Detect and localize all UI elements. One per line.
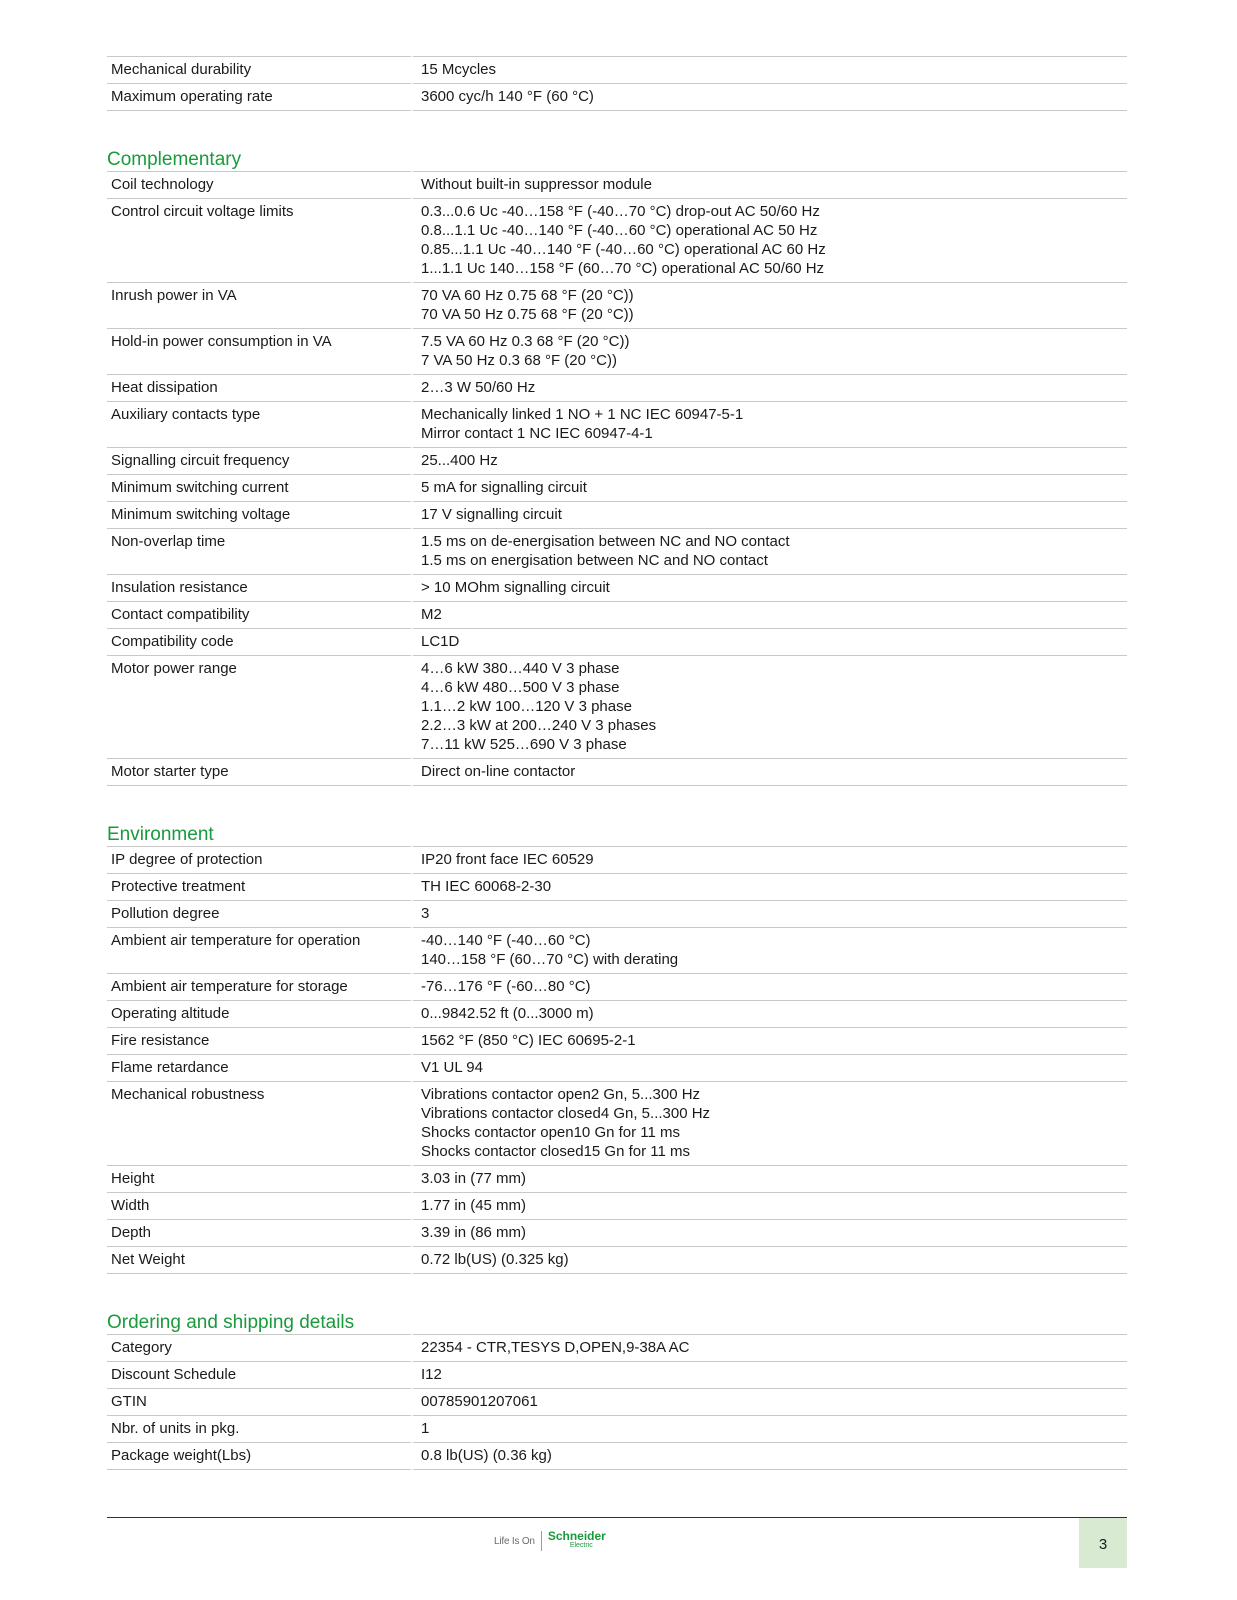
table-row <box>107 1362 1127 1389</box>
spec-value-line: Mirror contact 1 NC IEC 60947-4-1 <box>421 425 653 442</box>
datasheet-page <box>107 56 1127 1470</box>
table-row <box>107 283 1127 329</box>
spec-value <box>413 1416 1127 1443</box>
spec-value <box>413 1166 1127 1193</box>
spec-value-line: 3.03 in (77 mm) <box>421 1170 527 1187</box>
table-row <box>107 656 1127 759</box>
spec-label: Depth <box>107 1220 413 1247</box>
spec-value-line: V1 UL 94 <box>421 1059 483 1076</box>
spec-value <box>413 575 1127 602</box>
spec-value <box>413 56 1127 84</box>
spec-value <box>413 759 1127 786</box>
spec-value <box>413 901 1127 928</box>
life-is-on-tagline: Life Is On <box>494 1535 535 1547</box>
spec-label: Signalling circuit frequency <box>107 448 413 475</box>
spec-value <box>413 84 1127 111</box>
table-row <box>107 901 1127 928</box>
spec-value-line: 7 VA 50 Hz 0.3 68 °F (20 °C)) <box>421 352 617 369</box>
spec-value <box>413 375 1127 402</box>
spec-value <box>413 928 1127 974</box>
ordering-section <box>107 1312 1127 1470</box>
spec-value <box>413 171 1127 199</box>
section-title-complementary: Complementary <box>107 149 242 170</box>
environment-section <box>107 824 1127 1274</box>
spec-value-line: 17 V signalling circuit <box>421 506 562 523</box>
table-row <box>107 171 1127 199</box>
spec-value <box>413 199 1127 283</box>
spec-value-line: > 10 MOhm signalling circuit <box>421 579 610 596</box>
spec-value-line: -76…176 °F (-60…80 °C) <box>421 978 591 995</box>
table-row <box>107 874 1127 901</box>
spec-value-line: 7.5 VA 60 Hz 0.3 68 °F (20 °C)) <box>421 333 630 350</box>
spec-label: Mechanical robustness <box>107 1082 413 1166</box>
spec-value <box>413 502 1127 529</box>
spec-value-line: 1...1.1 Uc 140…158 °F (60…70 °C) operational AC 50/60 Hz <box>421 260 825 277</box>
spec-value <box>413 1001 1127 1028</box>
spec-value-line: 2…3 W 50/60 Hz <box>421 379 536 396</box>
spec-value-line: 70 VA 50 Hz 0.75 68 °F (20 °C)) <box>421 306 634 323</box>
brand-name: Schneider <box>547 1529 606 1543</box>
top-spec-table <box>107 56 1127 111</box>
spec-label: Heat dissipation <box>107 375 413 402</box>
spec-value-line: LC1D <box>421 633 460 650</box>
spec-label: Width <box>107 1193 413 1220</box>
spec-value-line: 4…6 kW 380…440 V 3 phase <box>421 660 620 677</box>
table-row <box>107 375 1127 402</box>
footer-logo <box>494 1530 606 1552</box>
spec-value <box>413 283 1127 329</box>
spec-label: Nbr. of units in pkg. <box>107 1416 413 1443</box>
table-row <box>107 974 1127 1001</box>
spec-value <box>413 529 1127 575</box>
spec-value-line: 3.39 in (86 mm) <box>421 1224 527 1241</box>
spec-value-line: Vibrations contactor closed4 Gn, 5...300 Hz <box>421 1105 711 1122</box>
spec-label: Operating altitude <box>107 1001 413 1028</box>
brand-sub: Electric <box>569 1542 593 1549</box>
spec-value-line: 22354 - CTR,TESYS D,OPEN,9-38A AC <box>421 1339 690 1356</box>
spec-value-line: Shocks contactor open10 Gn for 11 ms <box>421 1124 681 1141</box>
spec-label: Control circuit voltage limits <box>107 199 413 283</box>
table-row <box>107 199 1127 283</box>
spec-value-line: 70 VA 60 Hz 0.75 68 °F (20 °C)) <box>421 287 634 304</box>
environment-table <box>107 846 1127 1274</box>
ordering-table <box>107 1334 1127 1470</box>
spec-label: Ambient air temperature for storage <box>107 974 413 1001</box>
spec-value-line: 1 <box>421 1420 430 1437</box>
spec-label: Pollution degree <box>107 901 413 928</box>
spec-value <box>413 846 1127 874</box>
table-row <box>107 475 1127 502</box>
spec-value-line: Direct on-line contactor <box>421 763 576 780</box>
spec-label: Flame retardance <box>107 1055 413 1082</box>
spec-label: Motor power range <box>107 656 413 759</box>
table-row <box>107 575 1127 602</box>
spec-value-line: 1.1…2 kW 100…120 V 3 phase <box>421 698 632 715</box>
spec-value <box>413 1334 1127 1362</box>
spec-label: Protective treatment <box>107 874 413 901</box>
spec-value-line: 3 <box>421 905 430 922</box>
table-row <box>107 529 1127 575</box>
spec-value <box>413 874 1127 901</box>
spec-value <box>413 1082 1127 1166</box>
table-row <box>107 1220 1127 1247</box>
spec-value <box>413 475 1127 502</box>
spec-label: Minimum switching voltage <box>107 502 413 529</box>
spec-label: Auxiliary contacts type <box>107 402 413 448</box>
spec-value <box>413 1028 1127 1055</box>
spec-label: Motor starter type <box>107 759 413 786</box>
spec-label: Hold-in power consumption in VA <box>107 329 413 375</box>
spec-value-line: 0.3...0.6 Uc -40…158 °F (-40…70 °C) drop-out AC 50/60 Hz <box>421 203 820 220</box>
table-row <box>107 1193 1127 1220</box>
spec-value-line: Vibrations contactor open2 Gn, 5...300 Hz <box>421 1086 701 1103</box>
spec-value-line: Without built-in suppressor module <box>421 176 652 193</box>
spec-value <box>413 402 1127 448</box>
spec-label: GTIN <box>107 1389 413 1416</box>
spec-label: Maximum operating rate <box>107 84 413 111</box>
table-row <box>107 1247 1127 1274</box>
table-row <box>107 1443 1127 1470</box>
spec-value <box>413 1220 1127 1247</box>
table-row <box>107 1028 1127 1055</box>
table-row <box>107 1166 1127 1193</box>
spec-value-line: I12 <box>421 1366 442 1383</box>
spec-value-line: 7…11 kW 525…690 V 3 phase <box>421 736 627 753</box>
spec-value-line: 15 Mcycles <box>421 61 497 78</box>
complementary-section <box>107 149 1127 786</box>
spec-value <box>413 329 1127 375</box>
table-row <box>107 329 1127 375</box>
spec-label: Fire resistance <box>107 1028 413 1055</box>
spec-value-line: 4…6 kW 480…500 V 3 phase <box>421 679 620 696</box>
table-row <box>107 502 1127 529</box>
spec-value <box>413 629 1127 656</box>
spec-label: Package weight(Lbs) <box>107 1443 413 1470</box>
spec-value-line: 5 mA for signalling circuit <box>421 479 587 496</box>
spec-label: Insulation resistance <box>107 575 413 602</box>
spec-label: Ambient air temperature for operation <box>107 928 413 974</box>
spec-value-line: 25...400 Hz <box>421 452 498 469</box>
table-row <box>107 1001 1127 1028</box>
spec-value-line: 1.5 ms on energisation between NC and NO contact <box>421 552 768 569</box>
spec-value-line: 1.5 ms on de-energisation between NC and NO contact <box>421 533 790 550</box>
schneider-electric-logo <box>547 1529 606 1550</box>
spec-label: Net Weight <box>107 1247 413 1274</box>
spec-label: Height <box>107 1166 413 1193</box>
spec-label: IP degree of protection <box>107 846 413 874</box>
table-row <box>107 602 1127 629</box>
table-row <box>107 1416 1127 1443</box>
table-row <box>107 846 1127 874</box>
spec-value-line: M2 <box>421 606 442 623</box>
spec-value <box>413 1389 1127 1416</box>
section-title-ordering: Ordering and shipping details <box>107 1312 355 1333</box>
spec-value-line: 2.2…3 kW at 200…240 V 3 phases <box>421 717 657 734</box>
spec-value <box>413 1362 1127 1389</box>
page-number: 3 <box>1079 1518 1127 1568</box>
spec-value <box>413 448 1127 475</box>
spec-label: Non-overlap time <box>107 529 413 575</box>
table-row <box>107 629 1127 656</box>
spec-value <box>413 1055 1127 1082</box>
spec-label: Mechanical durability <box>107 56 413 84</box>
spec-value <box>413 974 1127 1001</box>
spec-value-line: Shocks contactor closed15 Gn for 11 ms <box>421 1143 691 1160</box>
table-row <box>107 928 1127 974</box>
section-title-environment: Environment <box>107 824 214 845</box>
spec-value-line: 1.77 in (45 mm) <box>421 1197 527 1214</box>
table-row <box>107 1334 1127 1362</box>
spec-label: Compatibility code <box>107 629 413 656</box>
spec-value-line: 140…158 °F (60…70 °C) with derating <box>421 951 679 968</box>
table-row <box>107 759 1127 786</box>
spec-value-line: IP20 front face IEC 60529 <box>421 851 594 868</box>
spec-value-line: TH IEC 60068-2-30 <box>421 878 552 895</box>
spec-label: Minimum switching current <box>107 475 413 502</box>
spec-value-line: -40…140 °F (-40…60 °C) <box>421 932 591 949</box>
spec-value <box>413 1247 1127 1274</box>
spec-value-line: 1562 °F (850 °C) IEC 60695-2-1 <box>421 1032 636 1049</box>
spec-value <box>413 656 1127 759</box>
table-row <box>107 448 1127 475</box>
spec-label: Discount Schedule <box>107 1362 413 1389</box>
spec-value-line: 0.72 lb(US) (0.325 kg) <box>421 1251 569 1268</box>
spec-label: Inrush power in VA <box>107 283 413 329</box>
logo-divider <box>541 1531 542 1551</box>
complementary-table <box>107 171 1127 786</box>
spec-value-line: 3600 cyc/h 140 °F (60 °C) <box>421 88 594 105</box>
spec-value-line: 00785901207061 <box>421 1393 538 1410</box>
spec-value-line: 0.85...1.1 Uc -40…140 °F (-40…60 °C) operational AC 60 Hz <box>421 241 826 258</box>
table-row <box>107 1055 1127 1082</box>
spec-value <box>413 1443 1127 1470</box>
spec-value <box>413 1193 1127 1220</box>
spec-value-line: 0...9842.52 ft (0...3000 m) <box>421 1005 594 1022</box>
spec-value-line: 0.8...1.1 Uc -40…140 °F (-40…60 °C) operational AC 50 Hz <box>421 222 818 239</box>
table-row <box>107 56 1127 84</box>
spec-label: Contact compatibility <box>107 602 413 629</box>
spec-value <box>413 602 1127 629</box>
table-row <box>107 1082 1127 1166</box>
spec-value-line: 0.8 lb(US) (0.36 kg) <box>421 1447 552 1464</box>
spec-label: Coil technology <box>107 171 413 199</box>
table-row <box>107 1389 1127 1416</box>
spec-value-line: Mechanically linked 1 NO + 1 NC IEC 60947-5-1 <box>421 406 744 423</box>
spec-label: Category <box>107 1334 413 1362</box>
table-row <box>107 402 1127 448</box>
footer-rule <box>107 1517 1127 1518</box>
table-row <box>107 84 1127 111</box>
